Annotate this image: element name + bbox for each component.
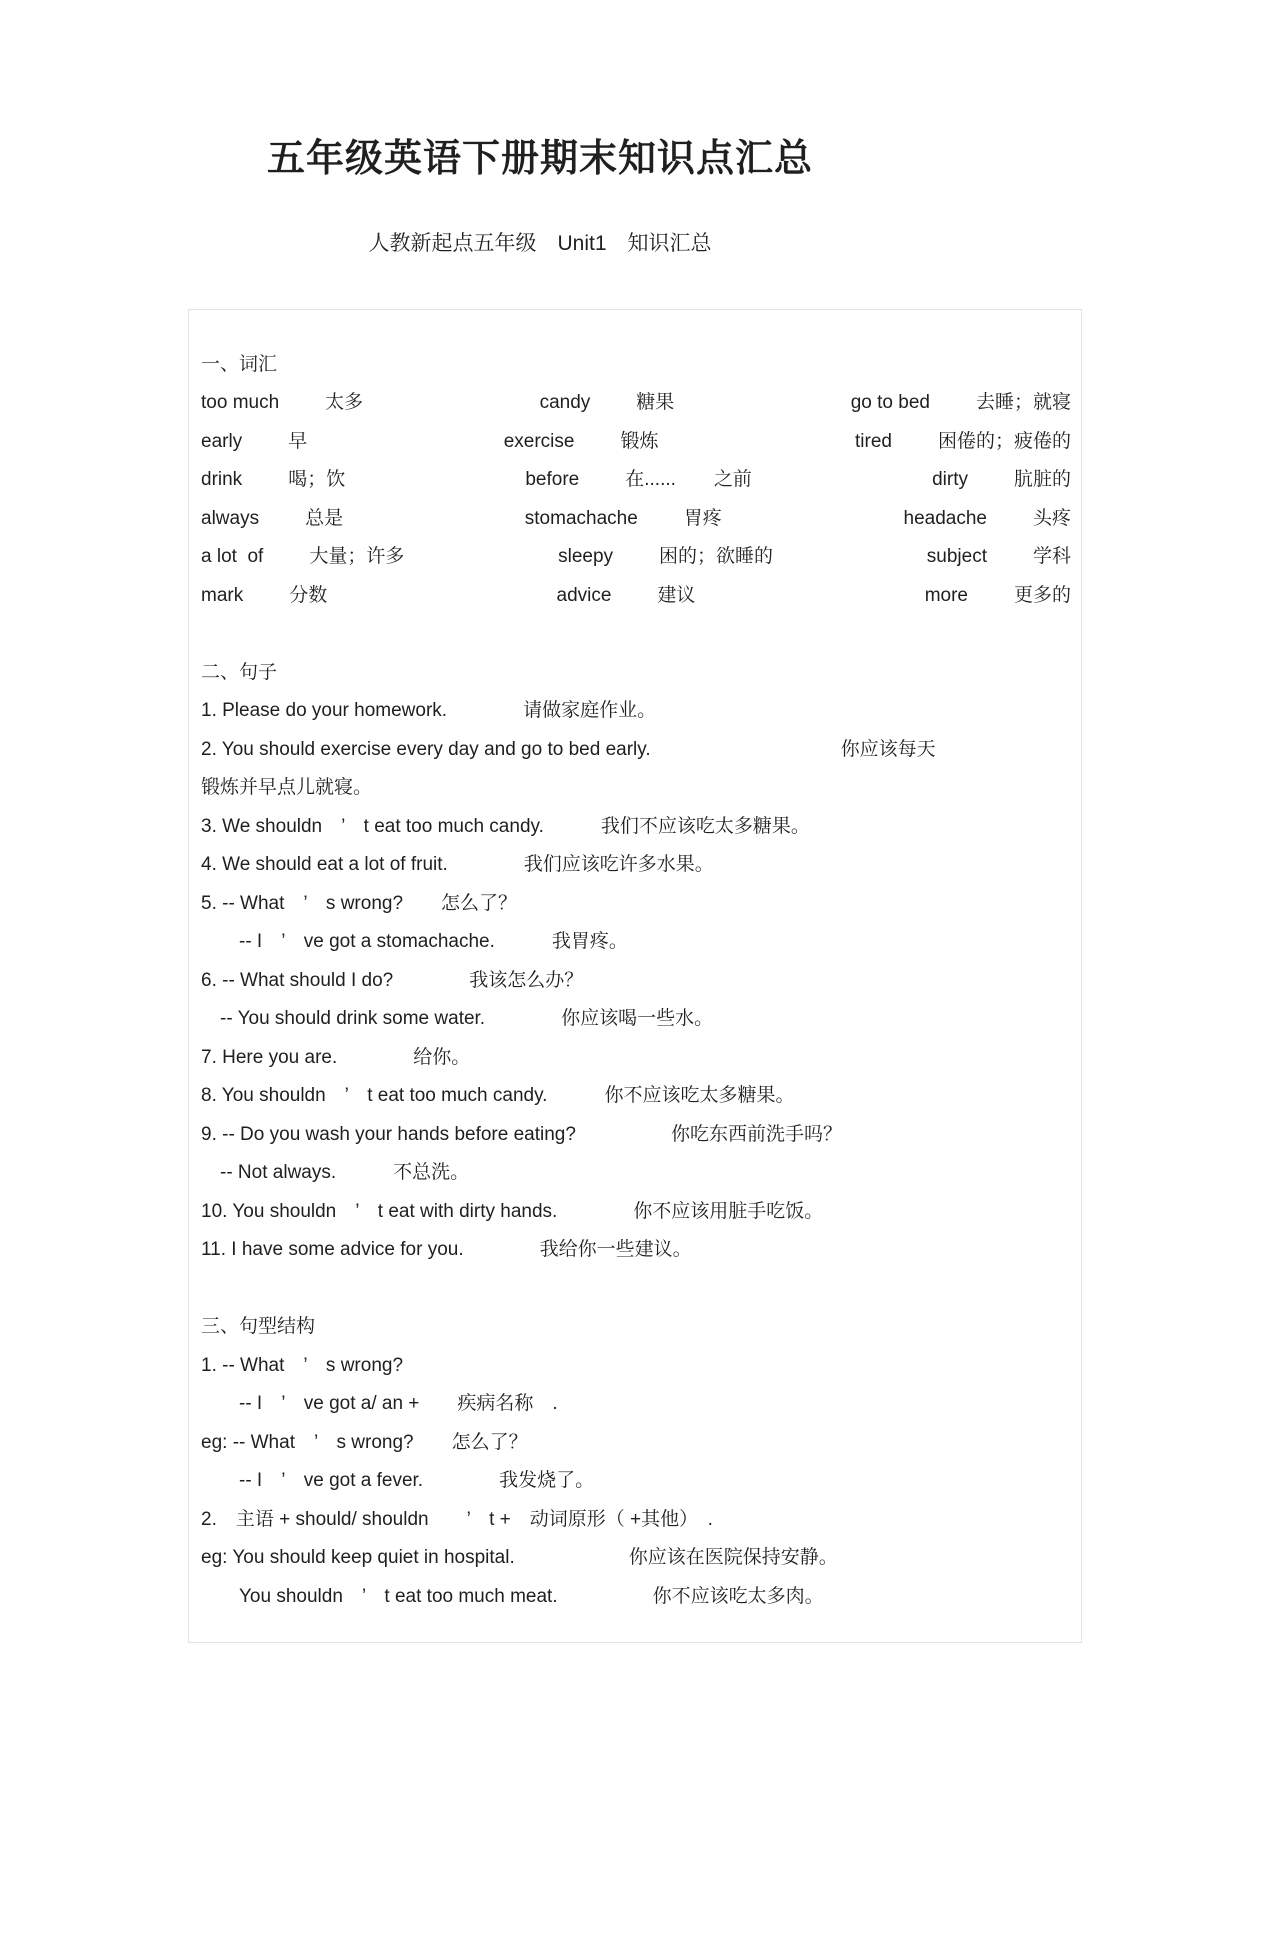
sentences-heading: 二、句子 xyxy=(201,661,278,683)
pattern-line: 1. -- What ’ s wrong? xyxy=(201,1354,404,1376)
vocab-meaning-cn: 头疼 xyxy=(1032,507,1071,529)
vocab-meaning-cn: 更多的 xyxy=(1013,584,1071,606)
vocab-pair xyxy=(558,538,773,577)
vocab-word-en: a lot of xyxy=(201,546,264,568)
document-subtitle: 人教新起点五年级 Unit1 知识汇总 xyxy=(368,231,712,255)
vocab-meaning-cn: 喝；饮 xyxy=(288,469,346,491)
pattern-line: eg: You should keep quiet in hospital. 你应该在医院保持安静。 xyxy=(201,1547,838,1569)
vocab-meaning-cn: 建议 xyxy=(657,584,696,606)
sentence-line: 11. I have some advice for you. 我给你一些建议。 xyxy=(201,1239,692,1261)
vocab-pair xyxy=(201,384,363,423)
sentence-line: -- I ’ ve got a stomachache. 我胃疼。 xyxy=(201,931,628,953)
vocab-word-en: candy xyxy=(539,392,591,414)
vocab-pair xyxy=(201,461,345,500)
sentence-line: 1. Please do your homework. 请做家庭作业。 xyxy=(201,700,657,722)
vocab-meaning-cn: 在...... 之前 xyxy=(625,469,752,491)
vocab-word-en: more xyxy=(924,584,968,606)
vocab-meaning-cn: 胃疼 xyxy=(683,507,722,529)
vocab-pair xyxy=(932,461,1071,500)
vocab-row xyxy=(201,500,1071,539)
vocab-word-en: subject xyxy=(926,546,987,568)
vocab-word-en: mark xyxy=(201,584,244,606)
vocab-table xyxy=(201,384,1071,615)
vocab-pair xyxy=(201,423,307,462)
vocab-word-en: dirty xyxy=(932,469,968,491)
vocab-word-en: go to bed xyxy=(850,392,930,414)
sentence-line: 10. You shouldn ’ t eat with dirty hands. 你不应该用脏手吃饭。 xyxy=(201,1200,824,1222)
patterns-list xyxy=(201,1347,1071,1617)
vocab-pair xyxy=(925,577,1071,616)
pattern-line: You shouldn ’ t eat too much meat. 你不应该吃太多肉。 xyxy=(201,1585,824,1607)
vocab-word-en: too much xyxy=(201,392,280,414)
vocab-meaning-cn: 学科 xyxy=(1032,546,1071,568)
sentence-line: -- You should drink some water. 你应该喝一些水。 xyxy=(201,1008,714,1030)
vocab-pair xyxy=(201,577,327,616)
vocab-pair xyxy=(927,538,1071,577)
vocab-pair xyxy=(851,384,1071,423)
vocab-pair xyxy=(201,538,404,577)
vocab-word-en: before xyxy=(525,469,580,491)
vocab-pair xyxy=(504,423,659,462)
vocab-word-en: exercise xyxy=(503,430,575,452)
vocab-pair xyxy=(525,500,722,539)
sentence-line: 锻炼并早点儿就寝。 xyxy=(201,777,373,799)
sentence-line: -- Not always. 不总洗。 xyxy=(201,1162,470,1184)
vocab-word-en: advice xyxy=(556,584,612,606)
vocab-word-en: early xyxy=(201,430,243,452)
vocabulary-heading: 一、词汇 xyxy=(201,353,278,375)
sentence-line: 3. We shouldn ’ t eat too much candy. 我们不应该吃太多糖果。 xyxy=(201,815,810,837)
vocab-row xyxy=(201,384,1071,423)
pattern-line: 2. 主语 + should/ shouldn ’ t + 动词原形（ +其他） . xyxy=(201,1508,713,1530)
vocab-word-en: always xyxy=(201,507,260,529)
sentence-line: 7. Here you are. 给你。 xyxy=(201,1046,471,1068)
vocab-word-en: sleepy xyxy=(558,546,614,568)
vocab-row xyxy=(201,538,1071,577)
section-patterns xyxy=(201,1308,1071,1616)
vocab-meaning-cn: 早 xyxy=(288,430,308,452)
vocab-row xyxy=(201,577,1071,616)
vocab-pair xyxy=(855,423,1071,462)
content-box xyxy=(188,309,1082,1644)
section-sentences xyxy=(201,654,1071,1270)
vocab-pair xyxy=(201,500,343,539)
vocab-pair xyxy=(557,577,696,616)
sentences-list xyxy=(201,692,1071,1270)
vocab-meaning-cn: 去睡；就寝 xyxy=(975,392,1071,414)
vocab-word-en: tired xyxy=(855,430,892,452)
vocab-meaning-cn: 锻炼 xyxy=(620,430,659,452)
vocab-word-en: headache xyxy=(903,507,987,529)
vocab-meaning-cn: 困的；欲睡的 xyxy=(659,546,774,568)
vocab-pair xyxy=(525,461,752,500)
vocab-row xyxy=(201,423,1071,462)
sentence-line: 9. -- Do you wash your hands before eating? 你吃东西前洗手吗？ xyxy=(201,1123,842,1145)
document-title: 五年级英语下册期末知识点汇总 xyxy=(266,138,813,180)
sentence-line: 6. -- What should I do? 我该怎么办？ xyxy=(201,969,584,991)
pattern-line: -- I ’ ve got a/ an + 疾病名称 . xyxy=(201,1393,558,1415)
section-vocabulary xyxy=(201,346,1071,616)
document-page xyxy=(0,138,1080,1643)
vocab-pair xyxy=(540,384,675,423)
vocab-meaning-cn: 太多 xyxy=(325,392,364,414)
vocab-pair xyxy=(904,500,1071,539)
sentence-line: 8. You shouldn ’ t eat too much candy. 你不应该吃太多糖果。 xyxy=(201,1085,795,1107)
vocab-meaning-cn: 肮脏的 xyxy=(1013,469,1071,491)
vocab-row xyxy=(201,461,1071,500)
vocab-word-en: drink xyxy=(201,469,243,491)
sentence-line: 4. We should eat a lot of fruit. 我们应该吃许多水果。 xyxy=(201,854,714,876)
pattern-line: -- I ’ ve got a fever. 我发烧了。 xyxy=(201,1470,595,1492)
vocab-meaning-cn: 分数 xyxy=(289,584,328,606)
vocab-meaning-cn: 困倦的；疲倦的 xyxy=(937,430,1071,452)
vocab-meaning-cn: 总是 xyxy=(305,507,344,529)
vocab-meaning-cn: 糖果 xyxy=(636,392,675,414)
sentence-line: 5. -- What ’ s wrong? 怎么了？ xyxy=(201,892,518,914)
pattern-line: eg: -- What ’ s wrong? 怎么了？ xyxy=(201,1431,528,1453)
vocab-meaning-cn: 大量；许多 xyxy=(309,546,405,568)
vocab-word-en: stomachache xyxy=(524,507,638,529)
patterns-heading: 三、句型结构 xyxy=(201,1316,316,1338)
sentence-line: 2. You should exercise every day and go to bed early. 你应该每天 xyxy=(201,738,936,760)
